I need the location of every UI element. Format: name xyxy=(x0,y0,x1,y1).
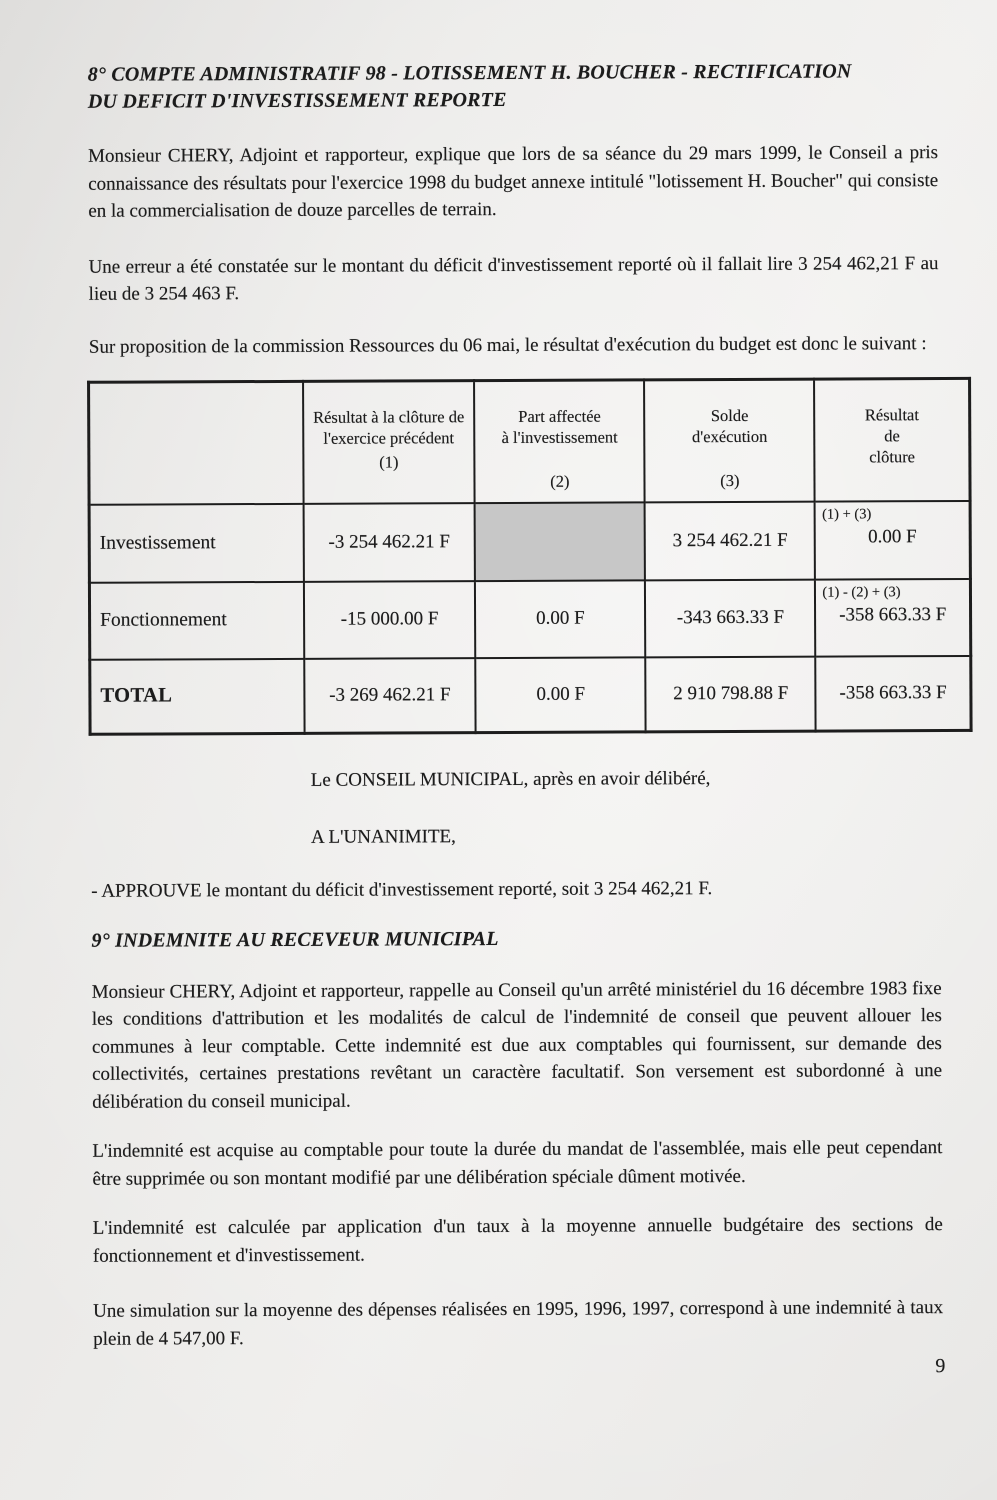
closure-formula: (1) + (3) xyxy=(822,505,872,523)
cell-execution: 3 254 462.21 F xyxy=(645,501,815,580)
cell-allocated-shaded xyxy=(475,502,645,581)
header-resultat-cloture-precedent xyxy=(303,381,475,504)
row-label: Investissement xyxy=(89,503,303,582)
table-row-fonctionnement xyxy=(89,578,970,659)
heading-line: DU DEFICIT D'INVESTISSEMENT REPORTE xyxy=(87,88,507,113)
table-row-total xyxy=(90,655,971,734)
section-9-heading: 9° INDEMNITE AU RECEVEUR MUNICIPAL xyxy=(91,927,499,952)
header-line: Résultat à la clôture de xyxy=(313,407,465,427)
cell-previous: -3 254 462.21 F xyxy=(303,503,475,582)
header-line: clôture xyxy=(869,447,916,467)
cell-previous: -3 269 462.21 F xyxy=(304,658,476,734)
table-header-row xyxy=(89,378,971,504)
paragraph-proposition: Sur proposition de la commission Ressources du 06 mai, le résultat d'exécution du budget est donc le suivant : xyxy=(88,332,927,358)
header-line: Solde xyxy=(710,405,749,426)
paragraph-simulation: Une simulation sur la moyenne des dépenses réalisées en 1995, 1996, 1997, correspond à une indemnité à taux plein de 4 547,00 F. xyxy=(93,1297,944,1350)
cell-closure xyxy=(815,578,970,656)
header-line: à l'investissement xyxy=(501,427,618,447)
header-empty xyxy=(89,381,304,504)
header-line: l'exercice précédent xyxy=(323,428,455,448)
row-label: TOTAL xyxy=(90,658,304,734)
cell-closure xyxy=(815,500,970,579)
header-line: Résultat xyxy=(864,405,919,425)
cell-allocated: 0.00 F xyxy=(475,580,645,658)
header-col-number: (1) xyxy=(379,452,399,472)
header-solde-execution xyxy=(644,379,815,502)
deliberation-line: Le CONSEIL MUNICIPAL, après en avoir délibéré, xyxy=(310,768,711,791)
header-col-number: (3) xyxy=(720,470,740,491)
closure-value: -358 663.33 F xyxy=(839,603,947,626)
approve-line: - APPROUVE le montant du déficit d'investissement reporté, soit 3 254 462,21 F. xyxy=(91,878,713,902)
cell-closure: -358 663.33 F xyxy=(816,655,971,731)
header-part-affectee xyxy=(474,380,645,503)
paragraph-indemnite-acquise: L'indemnité est acquise au comptable pour toute la durée du mandat de l'assemblée, mais elle peut cependant être supprimée ou son montant modifié par une délibération spéciale dûment motivée. xyxy=(92,1137,943,1190)
cell-allocated: 0.00 F xyxy=(476,657,646,733)
budget-execution-table xyxy=(87,377,973,736)
header-resultat-cloture xyxy=(814,378,970,501)
closure-formula: (1) - (2) + (3) xyxy=(822,583,901,601)
paragraph-erreur: Une erreur a été constatée sur le montant du déficit d'investissement reporté où il fallait lire 3 254 462,21 F au lieu de 3 254 463 F. xyxy=(88,252,939,305)
row-label: Fonctionnement xyxy=(89,581,303,659)
header-col-number: (2) xyxy=(550,471,570,491)
heading-line: 8° COMPTE ADMINISTRATIF 98 - LOTISSEMENT H. BOUCHER - RECTIFICATION xyxy=(87,60,852,86)
unanimite-line: A L'UNANIMITE, xyxy=(310,825,456,848)
cell-execution: 2 910 798.88 F xyxy=(646,656,816,732)
section-8-heading xyxy=(88,58,948,116)
closure-value: 0.00 F xyxy=(868,525,917,547)
paragraph-arrete-ministeriel: Monsieur CHERY, Adjoint et rapporteur, rappelle au Conseil qu'un arrêté ministériel du 16 décembre 1983 fixe les conditions d'attribution et les modalités de calcul de l'indemnité de conseil que peuvent allouer les communes à leur comptable. Cette indemnité est due aux comptables qui fournissent, sur demande des collectivités, certaines prestations revêtant un caractère facultatif. Son versement est subordonné à une délibération du conseil municipal. xyxy=(91,977,943,1113)
cell-previous: -15 000.00 F xyxy=(303,581,475,659)
paragraph-indemnite-calculee: L'indemnité est calculée par application d'un taux à la moyenne annuelle budgétaire des sections de fonctionnement et d'investissement. xyxy=(92,1214,943,1267)
header-line: Part affectée xyxy=(518,406,601,426)
cell-execution: -343 663.33 F xyxy=(645,579,815,657)
header-line: de xyxy=(884,426,900,446)
header-line: d'exécution xyxy=(691,426,768,447)
page-number: 9 xyxy=(935,1355,946,1378)
table-row-investissement xyxy=(89,500,970,582)
paragraph-seance: Monsieur CHERY, Adjoint et rapporteur, explique que lors de sa séance du 29 mars 1999, le Conseil a pris connaissance des résultats pour l'exercice 1998 du budget annexe intitulé "lotissement H. Boucher" qui consiste en la commercialisation de douze parcelles de terrain. xyxy=(88,142,939,222)
